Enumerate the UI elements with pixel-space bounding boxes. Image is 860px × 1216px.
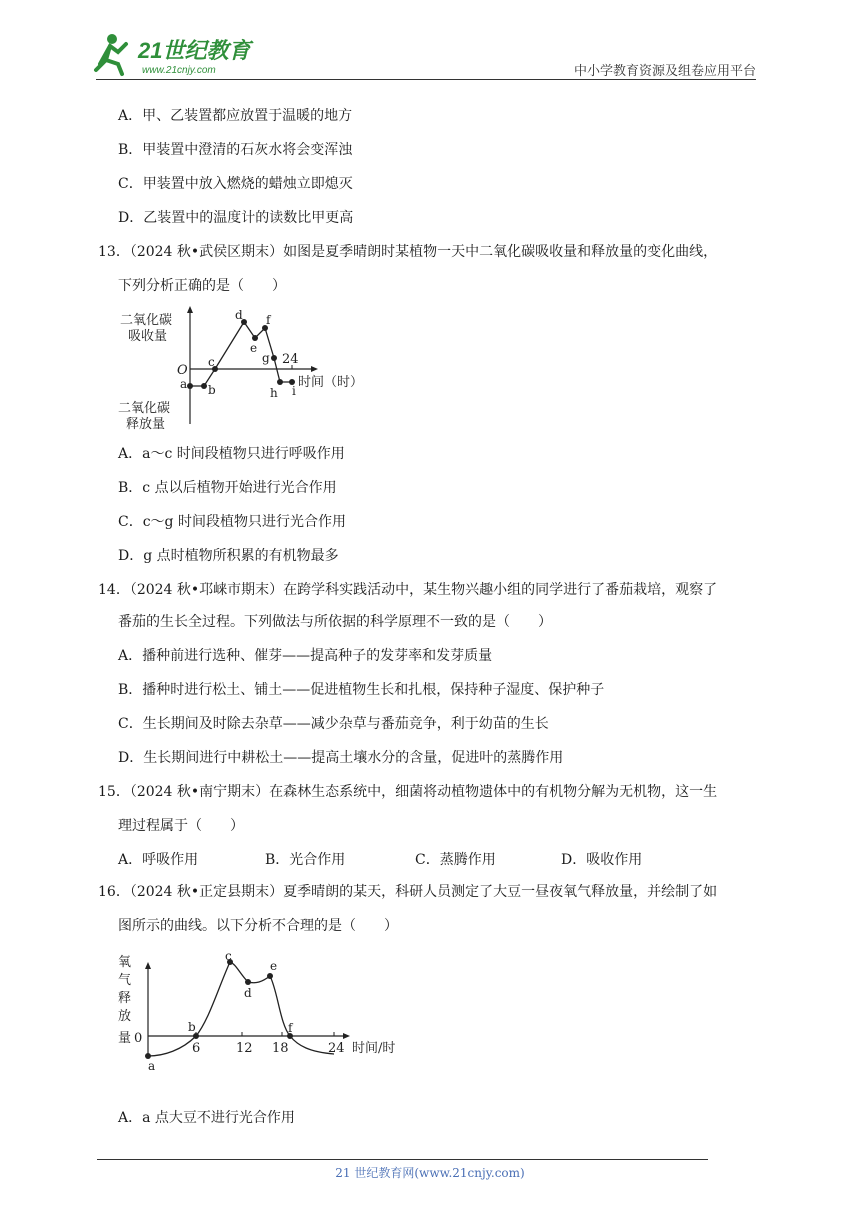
logo-text: 21世纪教育 [138,38,251,63]
q15-stem-line2: 理过程属于（ ） [118,818,244,834]
q16-tick-24: 24 [328,1041,345,1056]
q16-tick-12: 12 [236,1041,253,1056]
logo-subtext: www.21cnjy.com [142,65,216,76]
logo-21cnjy [92,30,262,78]
q13-point-f: f [266,313,271,327]
q16-zero-label: 0 [134,1031,143,1046]
q16-stem-line2: 图所示的曲线。以下分析不合理的是（ ） [118,918,398,934]
q13-stem-line2: 下列分析正确的是（ ） [118,278,286,294]
q15-stem-line1: 15．（2024 秋•南宁期末）在森林生态系统中，细菌将动植物遗体中的有机物分解为无机物，这一生 [98,784,718,800]
q14-stem-line1: 14．（2024 秋•邛崃市期末）在跨学科实践活动中，某生物兴趣小组的同学进行了番茄栽培，观察了 [98,582,718,598]
q13-point-d: d [235,308,243,322]
header-divider [96,79,756,80]
page-header [0,0,860,86]
footer-text: 21 世纪教育网(www.21cnjy.com) [335,1166,525,1180]
q16-ylabel-char-3: 释 [118,991,132,1006]
q15-option-a: A．呼吸作用 [118,852,199,868]
q13-option-b: B．c 点以后植物开始进行光合作用 [118,480,337,496]
q14-option-c: C．生长期间及时除去杂草——减少杂草与番茄竞争，利于幼苗的生长 [118,716,549,732]
q13-stem-line1: 13．（2024 秋•武侯区期末）如图是夏季晴朗时某植物一天中二氧化碳吸收量和释放量的变化曲线， [98,244,718,260]
q16-option-a: A．a 点大豆不进行光合作用 [118,1110,295,1126]
q16-ylabel-char-5: 量 [118,1031,132,1046]
q12-option-b: B．甲装置中澄清的石灰水将会变浑浊 [118,142,353,158]
q14-option-a: A．播种前进行选种、催芽——提高种子的发芽率和发芽质量 [118,648,493,664]
q12-option-c: C．甲装置中放入燃烧的蜡烛立即熄灭 [118,176,353,192]
q12-option-d: D．乙装置中的温度计的读数比甲更高 [118,210,354,226]
footer-divider [97,1159,708,1160]
q16-stem-line1: 16．（2024 秋•正定县期末）夏季晴朗的某天，科研人员测定了大豆一昼夜氧气释放量，并绘制了如 [98,884,718,900]
q16-ylabel-char-2: 气 [118,973,132,988]
q15-option-b: B．光合作用 [265,852,346,868]
q13-point-b: b [208,383,216,397]
q12-option-a: A．甲、乙装置都应放置于温暖的地方 [118,108,353,124]
q15-option-c: C．蒸腾作用 [415,852,496,868]
q13-option-d: D．g 点时植物所积累的有机物最多 [118,548,339,564]
q13-point-h: h [270,386,278,400]
q13-ylabel-top-1: 二氧化碳 [120,313,173,328]
q16-point-e: e [270,959,278,973]
q16-point-b: b [188,1020,196,1034]
q13-point-a: a [180,377,188,391]
header-platform-text: 中小学教育资源及组卷应用平台 [573,64,756,79]
q13-point-c: c [208,355,215,369]
q16-point-f: f [288,1021,293,1035]
q16-point-c: c [225,949,232,963]
q16-ylabel-char-1: 氧 [118,955,132,970]
q16-ylabel-char-4: 放 [118,1009,132,1024]
q13-point-e: e [250,341,258,355]
q13-point-g: g [262,351,270,365]
q16-point-a: a [148,1059,156,1073]
q13-tick-24: 24 [282,352,299,367]
q13-ylabel-bottom-2: 释放量 [126,417,166,432]
q13-option-a: A．a～c 时间段植物只进行呼吸作用 [118,446,345,462]
q16-point-d: d [244,986,252,1000]
q16-xlabel: 时间/时 [352,1041,396,1056]
q14-option-b: B．播种时进行松土、铺土——促进植物生长和扎根，保持种子湿度、保护种子 [118,682,605,698]
q13-xlabel: 时间（时） [298,375,364,390]
q13-origin-label: O [177,363,188,378]
q13-option-c: C．c～g 时间段植物只进行光合作用 [118,514,346,530]
q13-ylabel-bottom-1: 二氧化碳 [118,401,171,416]
q13-co2-figure [114,302,374,434]
q16-tick-18: 18 [272,1041,289,1056]
q14-stem-line2: 番茄的生长全过程。下列做法与所依据的科学原理不一致的是（ ） [118,614,552,630]
q13-point-i: i [292,384,296,398]
q16-oxygen-figure [114,946,414,1082]
q14-option-d: D．生长期间进行中耕松土——提高土壤水分的含量，促进叶的蒸腾作用 [118,750,564,766]
q15-option-d: D．吸收作用 [561,852,643,868]
q16-tick-6: 6 [192,1041,201,1056]
q13-ylabel-top-2: 吸收量 [128,329,168,344]
